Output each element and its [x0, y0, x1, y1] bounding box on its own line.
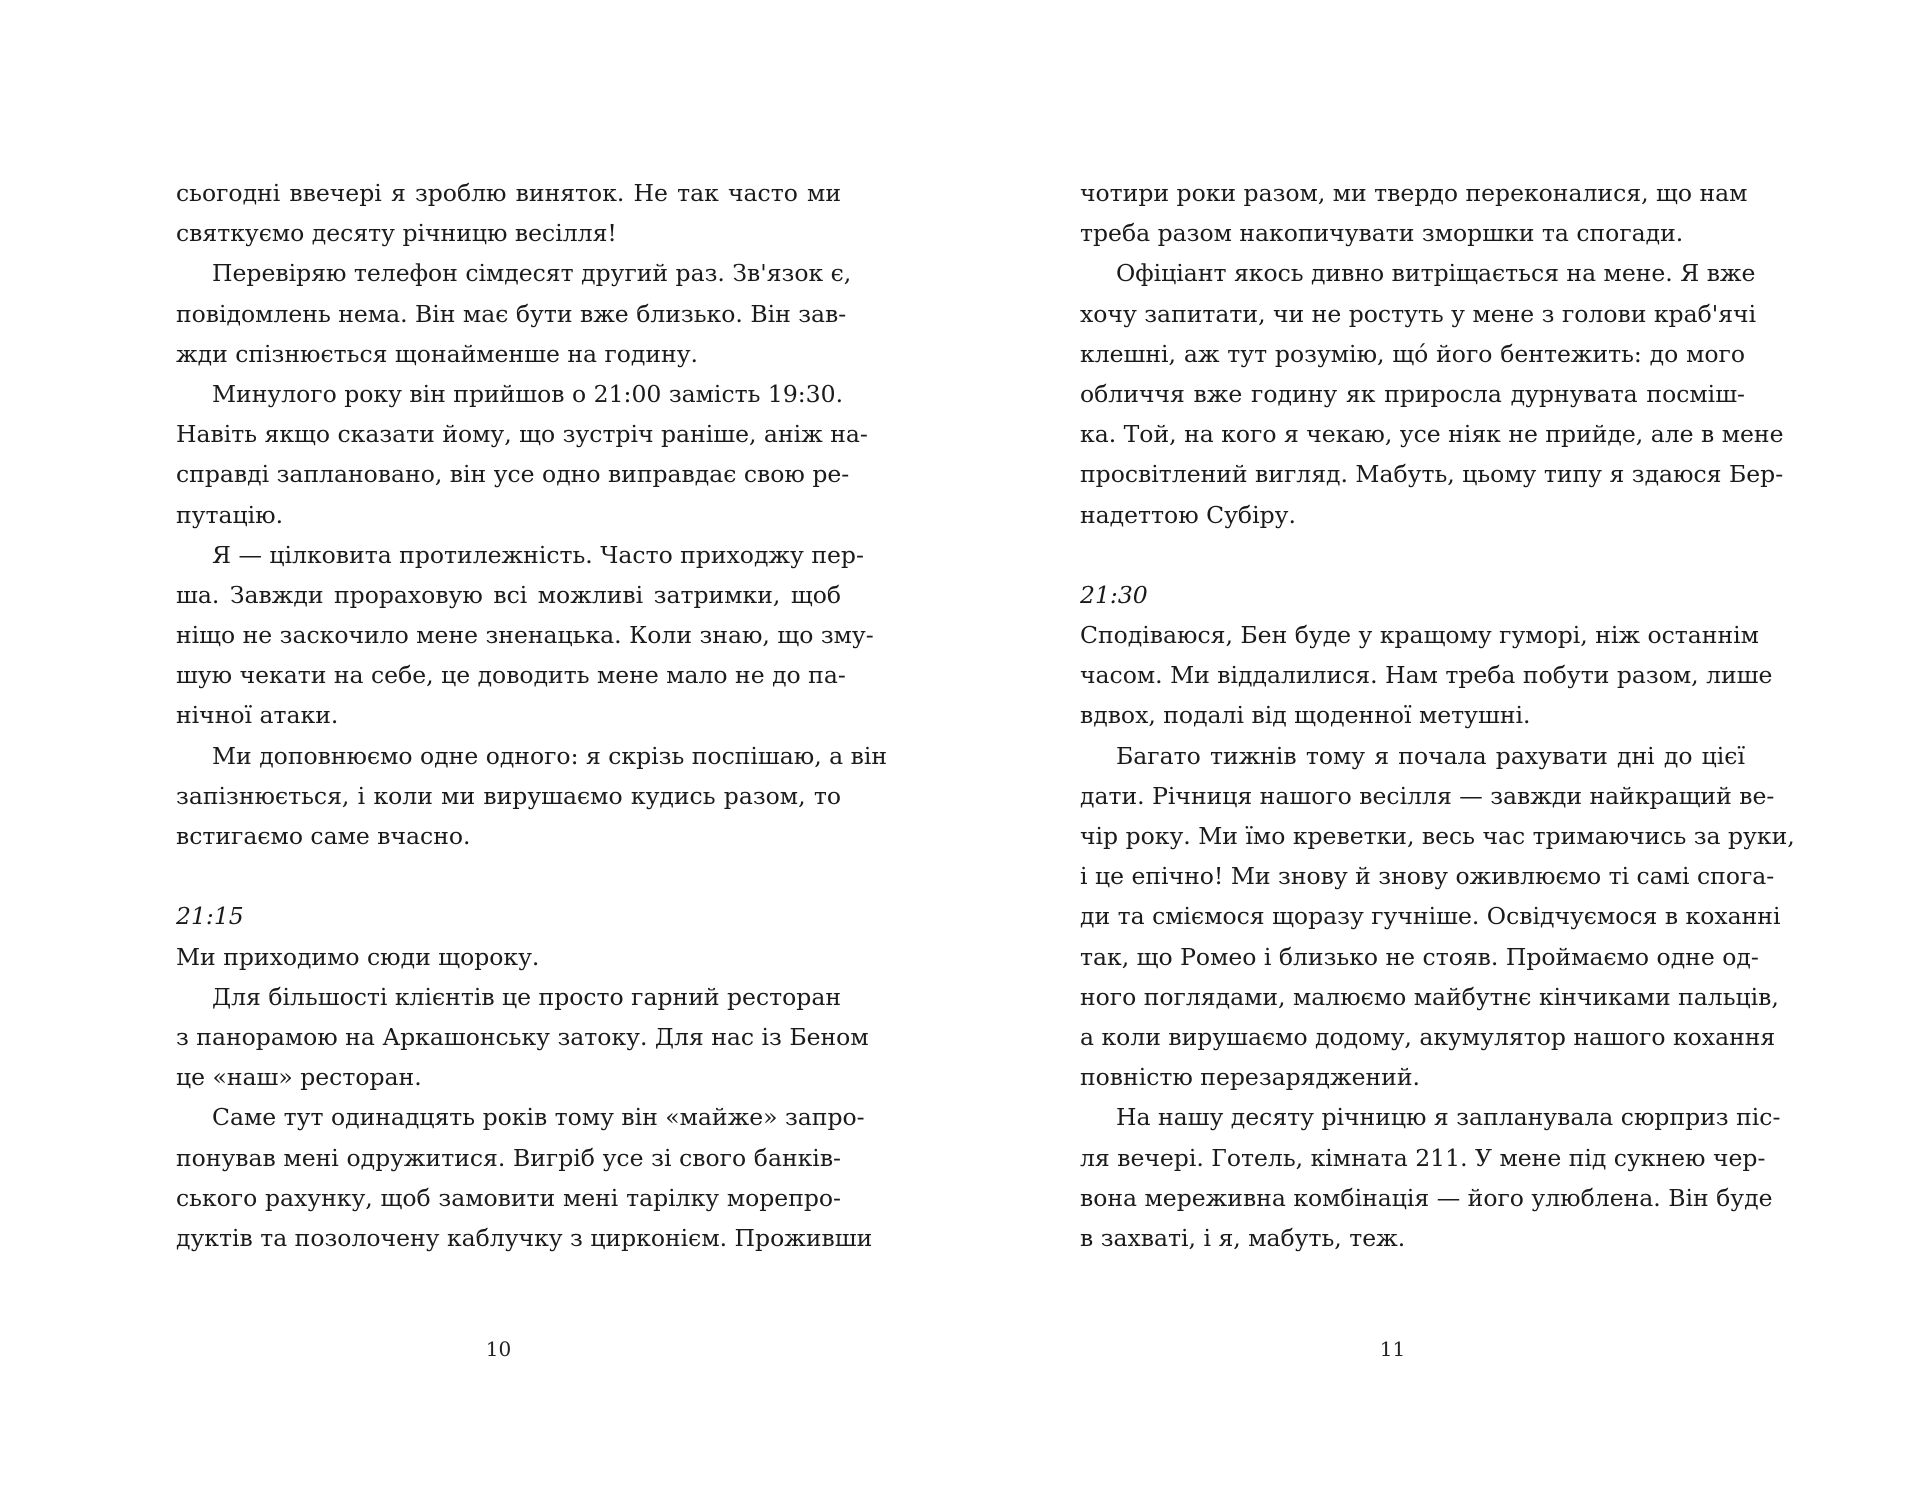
text-line: Багато тижнів тому я почала рахувати дні до цієї — [1116, 741, 1745, 770]
text-line: нічної атаки. — [176, 701, 339, 730]
text-line: вона мереживна комбінація — його улюблена. Він буде — [1080, 1183, 1773, 1212]
text-line: Саме тут одинадцять років тому він «майже» запро- — [212, 1103, 865, 1132]
text-line: ди та сміємося щоразу гучніше. Освідчуємося в коханні — [1080, 902, 1781, 931]
time-heading: 21:15 — [176, 902, 244, 931]
text-line: сьогодні ввечері я зроблю виняток. Не так часто ми — [176, 179, 841, 207]
text-line: повідомлень нема. Він має бути вже близько. Він зав- — [176, 299, 847, 328]
text-line: Перевіряю телефон сімдесят другий раз. Зв'язок є, — [212, 259, 852, 288]
text-line: Ми приходимо сюди щороку. — [176, 942, 540, 971]
text-line: а коли вирушаємо додому, акумулятор нашого кохання — [1080, 1022, 1776, 1051]
text-line: чір року. Ми їмо креветки, весь час тримаючись за руки, — [1080, 822, 1795, 850]
left-page-number: 10 — [485, 1337, 512, 1361]
text-line: ша. Завжди прораховую всі можливі затримки, щоб — [176, 580, 841, 609]
text-line: надеттою Субіру. — [1080, 500, 1296, 529]
text-line: Сподіваюся, Бен буде у кращому гуморі, ніж останнім — [1080, 621, 1759, 650]
text-line: повністю перезаряджений. — [1080, 1063, 1420, 1092]
text-line: це «наш» ресторан. — [176, 1063, 422, 1092]
text-line: Минулого року він прийшов о 21:00 замість 19:30. — [212, 379, 844, 408]
time-heading: 21:30 — [1080, 580, 1148, 609]
text-line: Офіціант якось дивно витріщається на мене. Я вже — [1116, 259, 1756, 288]
text-line: Навіть якщо сказати йому, що зустріч раніше, аніж на- — [176, 420, 868, 449]
text-line: часом. Ми віддалилися. Нам треба побути разом, лише — [1080, 661, 1773, 690]
text-line: чотири роки разом, ми твердо переконалися, що нам — [1080, 179, 1748, 207]
text-line: справді заплановано, він усе одно виправдає свою ре- — [176, 460, 850, 489]
text-line: ніщо не заскочило мене зненацька. Коли знаю, що зму- — [176, 621, 874, 650]
text-line: путацію. — [176, 500, 284, 529]
text-line: Ми доповнюємо одне одного: я скрізь поспішаю, а він — [212, 741, 888, 770]
right-page-number: 11 — [1379, 1337, 1406, 1361]
text-line: дуктів та позолочену каблучку з цирконієм. Проживши — [176, 1223, 873, 1252]
text-line: вдвох, подалі від щоденної метушні. — [1080, 701, 1531, 730]
text-line: дати. Річниця нашого весілля — завжди найкращий ве- — [1080, 781, 1775, 810]
text-line: запізнюється, і коли ми вирушаємо кудись разом, то — [176, 781, 841, 810]
text-line: понував мені одружитися. Вигріб усе зі свого банків- — [176, 1143, 841, 1172]
text-line: ка. Той, на кого я чекаю, усе ніяк не прийде, але в мене — [1080, 420, 1784, 449]
text-line: Я — цілковита протилежність. Часто приходжу пер- — [212, 540, 864, 569]
left-page — [176, 0, 888, 1495]
text-line: з панорамою на Аркашонську затоку. Для нас із Беном — [176, 1022, 869, 1051]
text-line: і це епічно! Ми знову й знову оживлюємо ті самі спога- — [1080, 862, 1775, 891]
text-line: встигаємо саме вчасно. — [176, 822, 471, 850]
text-line: На нашу десяту річницю я запланувала сюрприз піс- — [1116, 1103, 1781, 1132]
text-line: жди спізнюється щонайменше на годину. — [176, 339, 699, 368]
text-line: просвітлений вигляд. Мабуть, цьому типу я здаюся Бер- — [1080, 460, 1784, 489]
left-page-text — [176, 173, 888, 1258]
text-line: Для більшості клієнтів це просто гарний ресторан — [212, 982, 841, 1011]
text-line: хочу запитати, чи не ростуть у мене з голови краб'ячі — [1080, 299, 1757, 328]
right-page — [1080, 0, 1795, 1495]
blank-line — [1080, 535, 1745, 575]
text-line: ного поглядами, малюємо майбутнє кінчиками пальців, — [1080, 982, 1779, 1011]
text-line: так, що Ромео і близько не стояв. Проймаємо одне од- — [1080, 942, 1759, 971]
blank-line — [176, 856, 841, 896]
text-line: ського рахунку, щоб замовити мені тарілку морепро- — [176, 1183, 841, 1212]
right-page-text — [1080, 173, 1795, 1258]
text-line: треба разом накопичувати зморшки та спогади. — [1080, 219, 1684, 248]
text-line: ля вечері. Готель, кімната 211. У мене під сукнею чер- — [1080, 1143, 1766, 1172]
text-line: святкуємо десяту річницю весілля! — [176, 219, 617, 248]
text-line: в захваті, і я, мабуть, теж. — [1080, 1223, 1406, 1252]
text-line: клешні, аж тут розумію, щó його бентежить: до мого — [1080, 339, 1745, 368]
text-line: обличчя вже годину як приросла дурнувата посміш- — [1080, 379, 1745, 408]
text-line: шую чекати на себе, це доводить мене мало не до па- — [176, 661, 846, 690]
